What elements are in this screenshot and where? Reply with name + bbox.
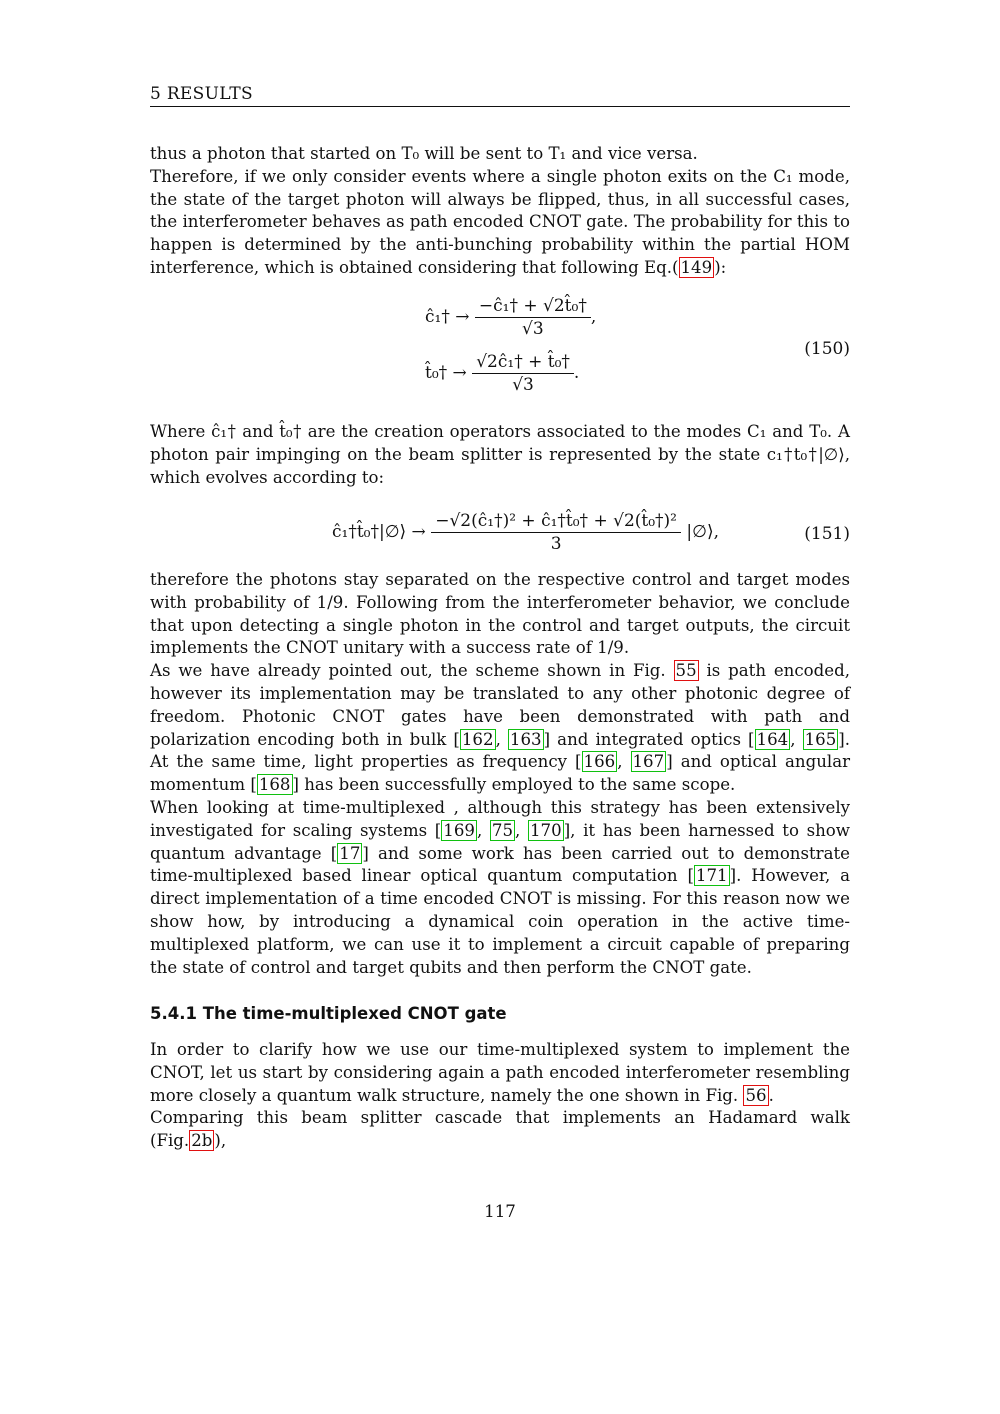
- figure-ref-55[interactable]: 55: [675, 661, 697, 681]
- text-span: In order to clarify how we use our time-multiplexed system to implement the CNOT, let us start by considering again a path encoded interferometer resembling more closely a quantum walk structure, namely the one shown in Fig.: [150, 1040, 850, 1105]
- equation-150: [150, 295, 850, 405]
- equation-number: (150): [804, 339, 850, 359]
- text-span: Therefore, if we only consider events where a single photon exits on the C₁ mode, the state of the target photon will always be flipped, thus, in all successful cases, the interferometer behaves as path encoded CNOT gate. The probability for this to happen is determined by the anti-bunching probability within the partial HOM interference, which is obtained considering that following Eq.: [150, 166, 850, 277]
- citation-ref[interactable]: 169: [443, 820, 475, 840]
- denominator: √3: [512, 375, 534, 395]
- text-span: Comparing this beam splitter cascade that implements an Hadamard walk (Fig.: [150, 1108, 850, 1151]
- text-span: has been successfully employed to the same scope.: [304, 775, 736, 795]
- citation-ref[interactable]: 167: [632, 752, 665, 772]
- paragraph-section: [150, 1039, 850, 1153]
- equation-number: (151): [804, 524, 850, 544]
- figure-ref-2b[interactable]: 2b: [191, 1131, 213, 1151]
- page-number: 117: [484, 1202, 516, 1221]
- text-span: . However, a direct implementation of a time encoded CNOT is missing. For this reason now we show how, by introducing a dynamical coin operation in the active time-multiplexed platform, we can use it to implement a circuit capable of preparing the state of control and target qubits and then perform the CNOT gate.: [150, 866, 850, 977]
- fraction: [472, 351, 574, 396]
- text-span: and some work has been carried out to demonstrate time-multiplexed based linear optical quantum computation: [150, 843, 850, 886]
- running-head: 5 RESULTS: [150, 84, 850, 107]
- text-span: ):: [714, 257, 727, 277]
- text-body: When looking at time-multiplexed , although this strategy has been extensively investigated for scaling systems [ 169 , 75 , 170 ], it has been harnessed to show quantum advantage [ 17 ] and some work has been carried out to demonstrate time-multiplexed based linear optical quantum computation [ 171 ]. However, a direct implementation of a time encoded CNOT is missing. For this reason now we show how, by introducing a dynamical coin operation in the active time-multiplexed platform, we can use it to implement a circuit capable of preparing the state of control and target qubits and then perform the CNOT gate.: [150, 797, 850, 977]
- text-span: is path encoded, however its implementation may be translated to any other photonic degree of freedom. Photonic CNOT gates have been demonstrated with path and polarization encoding both in bulk: [150, 661, 850, 749]
- text-span: When looking at time-multiplexed , although this strategy has been extensively investigated for scaling systems: [150, 797, 850, 840]
- citation-ref[interactable]: 170: [530, 820, 562, 840]
- denominator: 3: [550, 534, 562, 554]
- text-body: As we have already pointed out, the scheme shown in Fig. 55 is path encoded, however its implementation may be translated to any other photonic degree of freedom. Photonic CNOT gates have been demonstrated with path and polarization encoding both in bulk [ 162 , 163 ] and integrated optics [ 164 , 165 ]. At the same time, light properties as frequency [ 166 , 167 ] and optical angular momentum [ 168 ] has been successfully employed to the same scope.: [150, 661, 851, 795]
- citation-ref[interactable]: 17: [339, 843, 361, 863]
- paragraph-results: [150, 569, 850, 979]
- numerator: −ĉ₁† + √2t̂₀†: [475, 295, 591, 318]
- text-body: In order to clarify how we use our time-multiplexed system to implement the CNOT, let us start by considering again a path encoded interferometer resembling more closely a quantum walk structure, namely the one shown in Fig. 56 .: [150, 1040, 850, 1105]
- text-span: ),: [214, 1131, 227, 1151]
- section-heading: 5.4.1 The time-multiplexed CNOT gate: [150, 1004, 507, 1023]
- citation-ref[interactable]: 163: [509, 729, 542, 749]
- citation-ref[interactable]: 75: [491, 820, 514, 840]
- text-span: and optical angular momentum: [150, 752, 851, 795]
- equation-line: [332, 510, 719, 555]
- text-body: therefore the photons stay separated on the respective control and target modes with probability of 1/9. Following from the interferometer behavior, we conclude that upon detecting a single photon in the control and target outputs, the circuit implements the CNOT unitary with a success rate of 1/9.: [150, 570, 850, 658]
- fraction: [475, 295, 591, 340]
- figure-ref-56[interactable]: 56: [745, 1085, 767, 1105]
- paragraph-intro: [150, 143, 850, 280]
- numerator: √2ĉ₁† + t̂₀†: [472, 351, 574, 374]
- eq-lhs: ĉ₁†t̂₀†|∅⟩ →: [332, 522, 426, 542]
- eq-rhs: |∅⟩,: [686, 522, 719, 542]
- text-body: [150, 1107, 850, 1153]
- fraction: [431, 510, 681, 555]
- paragraph-creation-ops: [150, 421, 850, 489]
- numerator: −√2(ĉ₁†)² + ĉ₁†t̂₀† + √2(t̂₀†)²: [431, 510, 681, 533]
- text-span: , it has been harnessed to show quantum advantage: [150, 820, 850, 863]
- citation-ref[interactable]: 162: [461, 729, 494, 749]
- citation-ref[interactable]: 168: [258, 775, 291, 795]
- citation-ref[interactable]: 165: [804, 729, 837, 749]
- equation-line-1: ĉ₁† → $\frac{\text{−ĉ₁† + √2t̂₀†}}{√3}$ ,: [425, 296, 597, 339]
- equation-151: [150, 510, 850, 560]
- equation-line-2: t̂₀† → $\frac{\text{√2ĉ₁† + t̂₀†}}{√3}$ .: [425, 352, 580, 395]
- equation-ref-149[interactable]: 149: [680, 257, 713, 277]
- text-line: thus a photon that started on T₀ will be sent to T₁ and vice versa.: [150, 144, 698, 163]
- text-span: and integrated optics: [557, 729, 741, 749]
- citation-ref[interactable]: 171: [695, 866, 728, 886]
- citation-ref[interactable]: 164: [756, 729, 789, 749]
- eq-lhs: t̂₀† →: [425, 363, 467, 383]
- denominator: √3: [522, 319, 544, 339]
- text-span: . At the same time, light properties as frequency: [150, 729, 851, 772]
- eq-lhs: ĉ₁† →: [425, 307, 470, 327]
- text-body: Where ĉ₁† and t̂₀† are the creation operators associated to the modes C₁ and T₀. A photon pair impinging on the beam splitter is represented by the state c₁†t₀†|∅⟩, which evolves according to:: [150, 422, 850, 487]
- text-body: Therefore, if we only consider events where a single photon exits on the C₁ mode, the state of the target photon will always be flipped, thus, in all successful cases, the interferometer behaves as path encoded CNOT gate. The probability for this to happen is determined by the anti-bunching probability within the partial HOM interference, which is obtained considering that following Eq.( 149 ):: [150, 166, 850, 277]
- text-span: As we have already pointed out, the scheme shown in Fig.: [150, 661, 666, 681]
- citation-ref[interactable]: 166: [583, 752, 616, 772]
